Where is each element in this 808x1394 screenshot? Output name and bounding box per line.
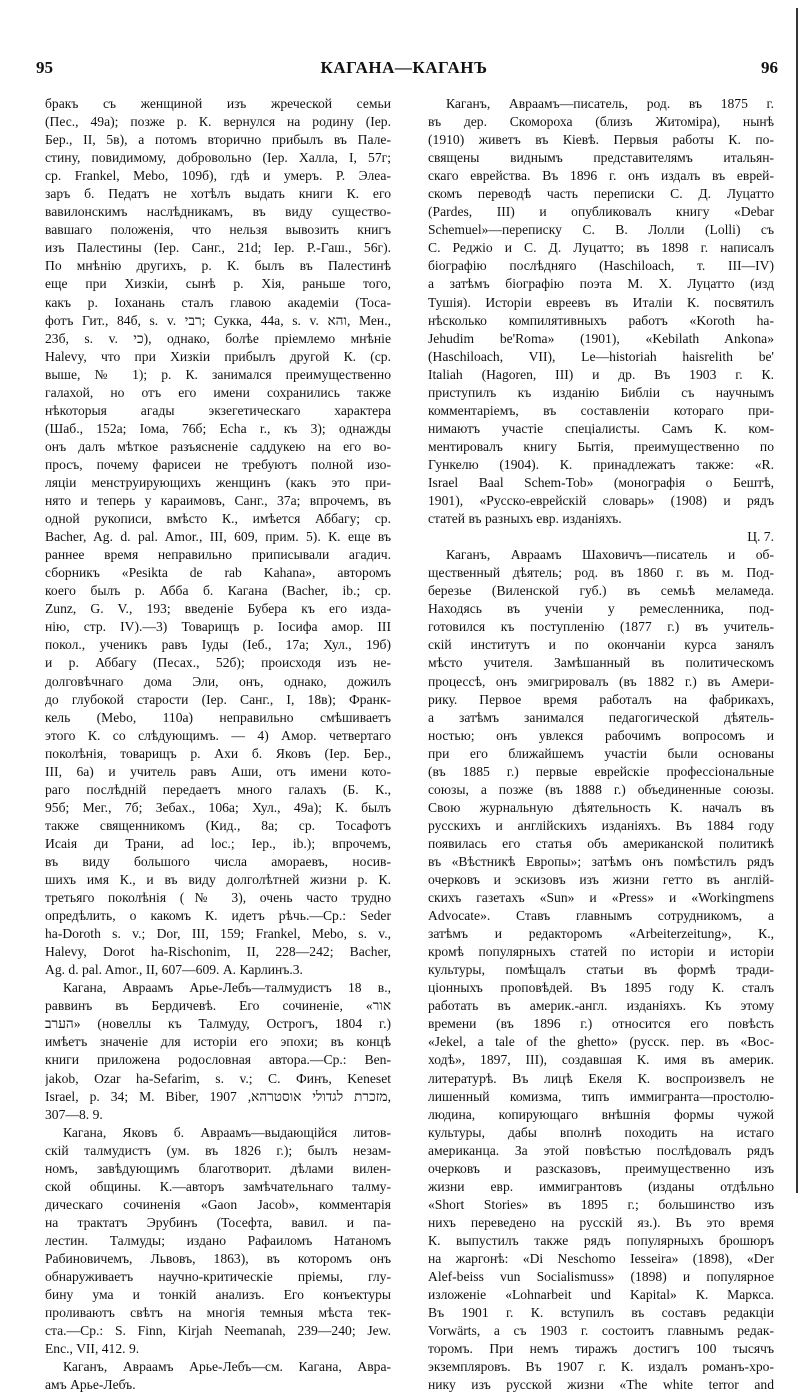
- left-column-line: Israel, p. 34; M. Biber, מזכרת לגדולי אוסטרהא, 1907,: [45, 1088, 391, 1104]
- left-column-line: опредѣлить, о какомъ К. идетъ рѣчь.—Ср.: Seder: [45, 908, 391, 924]
- right-column-line: ціонныхъ проповѣдей. Въ 1895 году К. сталъ: [428, 980, 774, 996]
- left-column-line: Кагана, Авраамъ Арье-Лебъ—талмудистъ 18 в.,: [63, 980, 391, 996]
- right-column-line: 1901), «Русско-еврейскій словарь» (1908) и рядъ: [428, 493, 774, 509]
- left-column-line: выше, № 1); р. К. занимался преимущественно: [45, 366, 391, 382]
- right-column-line: Vorwärts, а съ 1903 г. состоитъ главнымъ редак-: [428, 1323, 774, 1339]
- right-column-line: русскихъ и англійскихъ изданіяхъ. Въ 1884 году: [428, 817, 774, 833]
- right-column-line: а затѣмъ занимался педагогической дѣятель-: [428, 709, 774, 725]
- left-column-line: (Пес., 49а); позже р. К. вернулся на родину (Іер.: [45, 114, 391, 130]
- left-column-line: ста.—Ср.: S. Finn, Kirjah Neemanah, 239—240; Jew.: [45, 1323, 391, 1339]
- left-column-line: нято и теперь у караимовъ, Санг., 37а; впрочемъ, въ: [45, 493, 391, 509]
- right-column-line: (Pardes, III) и опубликовалъ книгу «Debar: [428, 204, 774, 220]
- right-column-line: Jehudim be'Roma» (1901), «Kebilath Ankona»: [428, 330, 774, 346]
- right-column-line: времени (въ 1896 г.) относится его повѣсть: [428, 1016, 774, 1032]
- right-column-line: скаго еврейства. Въ 1896 г. онъ издалъ въ еврей-: [428, 168, 774, 184]
- right-column-line: Advocate». Ставъ главнымъ сотрудникомъ, а: [428, 908, 774, 924]
- right-column-line: біографію послѣдняго (Haschiloach, т. III—IV): [428, 258, 774, 274]
- page-header: [30, 58, 778, 82]
- right-column-line: на жаргонѣ: «Di Neschomo Iesseira» (1898), «Der: [428, 1251, 774, 1266]
- right-column-line: въ дер. Скомороха (близъ Житоміра), нынѣ: [428, 114, 774, 130]
- left-column-line: скій талмудистъ (ум. въ 1826 г.); былъ незам-: [45, 1142, 391, 1158]
- right-column-line: мѣсто учителя. Замѣшанный въ политическомъ: [428, 655, 774, 671]
- left-column-line: просъ, почему фарисеи не требуютъ полной изо-: [45, 456, 391, 472]
- left-column-line: вавшаго положенія, что нельзя вывозить книгъ: [45, 222, 391, 238]
- running-title: КАГАНА—КАГАНЪ: [320, 58, 488, 77]
- right-column-line: очерковъ и разсказовъ, преимущественно изъ: [428, 1160, 774, 1176]
- left-column-line: въ виду большого числа амораевъ, носив-: [45, 853, 391, 869]
- left-column-line: кель (Mebo, 110а) неправильно смѣшиваетъ: [45, 709, 391, 725]
- right-column-line: затѣмъ и редакторомъ «Arbeiterzeitung», К.,: [428, 926, 774, 942]
- right-column-line: скихъ газетахъ «Sun» и «Press» и «Workingmens: [428, 890, 774, 906]
- right-column-line: Ц. 7.: [747, 529, 774, 545]
- left-column-line: амъ Арье-Лебъ.: [45, 1377, 136, 1393]
- right-column-line: Въ 1901 г. К. вступилъ въ составъ редакціи: [428, 1305, 774, 1321]
- left-column-line: заръ б. Педатъ не хотѣлъ выдать книги К. его: [45, 186, 391, 202]
- right-column-line: К. выпустилъ также рядъ популярныхъ брошюръ: [428, 1232, 774, 1248]
- left-column-line: коего былъ р. Абба б. Кагана (Bacher, ib.; ср.: [45, 583, 391, 599]
- left-column-line: фотъ Гит., 84б, s. v. רבי; Сукка, 44а, s. v. והא, Мен.,: [45, 312, 391, 328]
- right-column-line: березье (Виленской губ.) въ семьѣ меламеда.: [428, 583, 774, 599]
- left-column-line: обнаруживаетъ научно-критическіе пріемы, глу-: [45, 1269, 391, 1285]
- left-column-line: номъ, завѣдующимъ благотворит. дѣлами вилен-: [45, 1160, 391, 1176]
- right-column-line: (1910) живетъ въ Кіевѣ. Первыя работы К. по-: [428, 132, 774, 148]
- left-column-line: III, 6а) и учитель равъ Аши, отъ имени кото-: [45, 763, 391, 779]
- right-column-line: Israel Baal Schem-Tob» (монографія о Бештѣ,: [428, 474, 774, 490]
- left-column-line: шихъ имя К., и въ виду долголѣтней жизни р. К.: [45, 872, 391, 888]
- right-column-line: жизни евр. иммигрантовъ (изданы отдѣльно: [428, 1178, 774, 1194]
- right-column-line: (въ 1885 г.) первые еврейскіе профессіональные: [428, 763, 774, 779]
- right-column-line: культуры, дабы вполнѣ походить на истаго: [428, 1124, 774, 1140]
- left-column-line: книги приложена родословная автора.—Ср.: Ben-: [45, 1052, 391, 1068]
- right-column-line: статей въ разныхъ евр. изданіяхъ.: [428, 511, 622, 527]
- right-column-line: въ «Вѣстникѣ Европы»; затѣмъ онъ помѣстилъ рядъ: [428, 853, 774, 869]
- left-column-line: Halevy, Dorot ha-Rischonim, II, 228—242; Bacher,: [45, 944, 391, 960]
- right-column-line: ментировалъ книгу Бытія, преимущественно по: [428, 438, 774, 454]
- left-column-line: онъ далъ мѣткое разъясненіе саддукею на его во-: [45, 438, 391, 454]
- right-column-line: лишенный комизма, типъ иммигранта—простолю-: [428, 1088, 774, 1104]
- left-column-line: Halevy, что при Хизкіи прибылъ другой К. (ср.: [45, 348, 391, 364]
- left-column-line: до глубокой старости (Іер. Санг., I, 18в); Франк-: [45, 691, 391, 707]
- right-column-line: готовился къ поступленію (1877 г.) въ учитель-: [428, 619, 774, 635]
- right-column-line: литературѣ. Въ лицѣ Екеля К. воспроизвелъ не: [428, 1070, 774, 1086]
- right-column-line: союзы, а позже (въ 1888 г.) объединенные союзы.: [428, 781, 774, 797]
- right-column-line: Гункелю (1904). К. принадлежатъ также: «R.: [428, 456, 774, 472]
- right-column-line: американца. За этой повѣстью послѣдовалъ рядъ: [428, 1142, 774, 1158]
- right-column-line: нихъ переведено на русскій яз.). Въ это время: [428, 1214, 774, 1230]
- right-column-line: Свою журнальную дѣятельность К. началъ въ: [428, 799, 774, 815]
- left-column-line: долговѣчнаго дома Эли, онъ, однако, дожилъ: [45, 673, 391, 689]
- left-column-line: бину ума и тонкій анализъ. Его конъектуры: [45, 1287, 391, 1303]
- left-column-line: 95б; Мег., 7б; Зебах., 106а; Хул., 49а); К. былъ: [45, 799, 391, 815]
- right-column-line: работать въ америк.-англ. изданіяхъ. Къ этому: [428, 998, 774, 1014]
- left-column-line: Кагана, Яковъ б. Авраамъ—выдающійся литов-: [63, 1124, 391, 1140]
- left-column-line: и р. Аббагу (Песах., 52б); происходя изъ не-: [45, 655, 391, 671]
- left-column-line: этого К. со слѣдующимъ. — 4) Амор. четвертаго: [45, 727, 391, 743]
- left-column-line: изъ Палестины (Іер. Санг., 21d; Іер. Р.-Гаш., 56г).: [45, 240, 391, 256]
- page-number-left: 95: [36, 58, 53, 77]
- right-column-line: Тушія). Исторіи евреевъ въ Италіи К. посвятилъ: [428, 294, 774, 310]
- left-column-line: Bacher, Ag. d. pal. Amor., III, 609, прим. 5). К. еще въ: [45, 529, 391, 545]
- right-column-line: священы виднымъ представителямъ итальян-: [428, 150, 774, 166]
- left-column-line: покол., ученикъ равъ Іуды (Іеб., 17а; Хул., 19б): [45, 637, 391, 653]
- right-column-line: Каганъ, Авраамъ Шаховичъ—писатель и об-: [446, 547, 774, 563]
- left-column-line: галахой, но отъ его имени сохранились также: [45, 384, 391, 400]
- left-column-line: какъ р. Іоханань сталъ главою академіи (Тоса-: [45, 294, 391, 310]
- page-number-right: 96: [761, 58, 778, 77]
- left-column-line: ской общины. К.—авторъ замѣчательнаго талму-: [45, 1178, 391, 1194]
- left-column-line: дическаго сочиненія «Gaon Jacob», комментарія: [45, 1196, 391, 1212]
- right-column-line: нику изъ русской жизни «The white terror and: [428, 1377, 774, 1393]
- right-column: [428, 95, 774, 1394]
- left-column-line: раго послѣдній передаетъ много галахъ (Б. К.,: [45, 781, 391, 797]
- right-column-line: комментаріемъ, въ составленіи котораго при-: [428, 402, 774, 418]
- left-column-line: нѣкоторыя агады экзегетическаго характера: [45, 402, 391, 418]
- right-column-line: «Short Stories» въ 1895 г.; большинство изъ: [428, 1196, 774, 1212]
- right-column-line: очерковъ и эскизовъ изъ жизни гетто въ англій-: [428, 872, 774, 888]
- right-column-line: нѣсколько компилятивныхъ работъ «Koroth ha-: [428, 312, 774, 328]
- left-column-line: ha-Doroth s. v.; Dor, III, 159; Frankel, Mebo, s. v.,: [45, 926, 391, 942]
- right-column-line: людина, копирующаго внѣшнія формы чужой: [428, 1106, 774, 1122]
- right-column-line: скій институтъ и по окончаніи курса занялъ: [428, 637, 774, 653]
- right-column-line: изложеніе «Lohnarbeit und Kapital» К. Маркса.: [428, 1287, 774, 1303]
- left-column-line: Zunz, G. V., 193; введеніе Бубера къ его изда-: [45, 601, 391, 617]
- left-column-line: на трактатъ Эрубинъ (Тосефта, вавил. и па-: [45, 1214, 391, 1230]
- right-column-line: Schemuel»—переписку С. В. Лолли (Lolli) съ: [428, 222, 774, 238]
- right-column-line: кромѣ популярныхъ статей по исторіи и исторіи: [428, 944, 774, 960]
- right-column-line: «Jekel, a tale of the ghetto» (русск. пер. въ «Вос-: [428, 1034, 774, 1050]
- left-column-line: 23б, s. v. כי), однако, болѣе пріемлемо мнѣніе: [45, 330, 391, 346]
- left-column-line: вавилонскимъ наслѣдникамъ, въ виду существо-: [45, 204, 391, 220]
- left-column-line: (Шаб., 152а; Іома, 76б; Еcha r., къ 3); однажды: [45, 420, 391, 436]
- right-column-line: процессѣ, онъ эмигрировалъ (въ 1882 г.) въ Амери-: [428, 673, 774, 689]
- left-column-line: 307—8. 9.: [45, 1106, 103, 1122]
- left-column-line: еще при Хизкіи, сынѣ р. Хія, раньше того,: [45, 276, 391, 292]
- left-column-line: jakob, Ozar ha-Sefarim, s. v.; С. Финъ, Keneset: [45, 1070, 391, 1086]
- left-column-line: бракъ съ женщиной изъ жреческой семьи: [45, 96, 391, 111]
- left-column-line: одной рукописи, вмѣсто К., имѣется Аббагу; ср.: [45, 511, 391, 527]
- left-column-line: поколѣнія, товарищъ р. Ахи б. Яковъ (Іер. Бер.,: [45, 745, 391, 761]
- left-column-line: Бер., II, 5в), а потомъ вторично прибылъ въ Пале-: [45, 132, 391, 148]
- left-column-line: ляціи менструирующихъ женщинъ (какъ это при-: [45, 474, 391, 490]
- right-column-line: приступилъ къ изданію Библіи съ научнымъ: [428, 384, 774, 400]
- left-column-line: Enc., VII, 412. 9.: [45, 1341, 140, 1357]
- left-column-line: Ag. d. pal. Amor., II, 607—609. А. Карлинъ.3.: [45, 962, 303, 978]
- left-column-line: раннее время неправильно приписывали агадич.: [45, 547, 391, 563]
- left-column-line: Рабиновичемъ, Львовъ, 1863), въ которомъ онъ: [45, 1251, 391, 1266]
- left-column-line: ср. Frankel, Mebo, 109б), гдѣ и умеръ. Р. Элеа-: [45, 168, 391, 184]
- left-column-line: нію, стр. IV).—3) Товарищъ р. Іосифа амор. III: [45, 619, 391, 635]
- right-column-line: при его ближайшемъ участіи были основаны: [428, 745, 774, 761]
- left-column-line: проливаютъ свѣтъ на многія темныя мѣста тек-: [45, 1305, 391, 1321]
- left-column-line: הערב» (новеллы къ Талмуду, Острогъ, 1804 г.): [45, 1016, 391, 1032]
- right-column-line: рику. Первое время работалъ на фабрикахъ,: [428, 691, 774, 707]
- left-column-line: Каганъ, Авраамъ Арье-Лебъ—см. Кагана, Авра-: [63, 1359, 391, 1375]
- page-edge-rule: [796, 8, 798, 1193]
- right-column-line: ностью; онъ увлекся рабочимъ вопросомъ и: [428, 727, 774, 743]
- right-column-line: Каганъ, Авраамъ—писатель, род. въ 1875 г.: [446, 96, 774, 111]
- right-column-line: а затѣмъ біографію поэта М. Х. Луцатто (изд: [428, 276, 774, 292]
- right-column-line: Alef-beiss vun Socialismuss» (1898) и популярное: [428, 1269, 774, 1285]
- left-column-line: Исаія ди Трани, ad loc.; Іер., ib.); впрочемъ,: [45, 835, 391, 851]
- right-column-line: щественный дѣятель; род. въ 1860 г. въ м. Под-: [428, 565, 774, 581]
- left-column-line: стину, повидимому, добровольно (Іер. Халла, I, 57г;: [45, 150, 391, 166]
- left-column-line: третьяго поколѣнія (№ 3), очень часто трудно: [45, 890, 391, 906]
- left-column-line: лестин. Талмуды; издано Рафаиломъ Натаномъ: [45, 1232, 391, 1248]
- left-column-line: раввинъ въ Бердичевѣ. Его сочиненіе, «אור: [45, 998, 391, 1014]
- right-column-line: С. Реджіо и С. Д. Луцатто; въ 1898 г. написалъ: [428, 240, 774, 256]
- right-column-line: (Haschiloach, VII), Le—historiah haisrelith be': [428, 348, 774, 364]
- left-column: [45, 95, 391, 1394]
- right-column-line: скомъ переводѣ часть переписки С. Д. Луцатто: [428, 186, 774, 202]
- right-column-line: торомъ. При немъ тиражъ достигъ 100 тысячъ: [428, 1341, 774, 1357]
- left-column-line: также священникомъ (Кид., 8а; ср. Тосафотъ: [45, 817, 391, 833]
- right-column-line: Находясь въ ученіи у ремесленника, под-: [428, 601, 774, 617]
- right-column-line: экземпляровъ. Въ 1907 г. К. издалъ романъ-хро-: [428, 1359, 774, 1375]
- right-column-line: нимаютъ участіе спеціалисты. Самъ К. ком-: [428, 420, 774, 436]
- right-column-line: ходѣ», 1897, III), создавшая К. имя въ америк.: [428, 1052, 774, 1068]
- left-column-line: сборникъ «Pesikta de rab Kahana», авторомъ: [45, 565, 391, 581]
- right-column-line: культуры, помѣщалъ статьи въ формѣ тради-: [428, 962, 774, 978]
- right-column-line: Italiah (Hagoren, III) и др. Въ 1903 г. К.: [428, 366, 774, 382]
- left-column-line: имѣетъ значеніе для исторіи его эпохи; въ концѣ: [45, 1034, 391, 1050]
- left-column-line: По мнѣнію другихъ, р. К. былъ въ Палестинѣ: [45, 258, 391, 274]
- right-column-line: появилась его статья объ американской политикѣ: [428, 835, 774, 851]
